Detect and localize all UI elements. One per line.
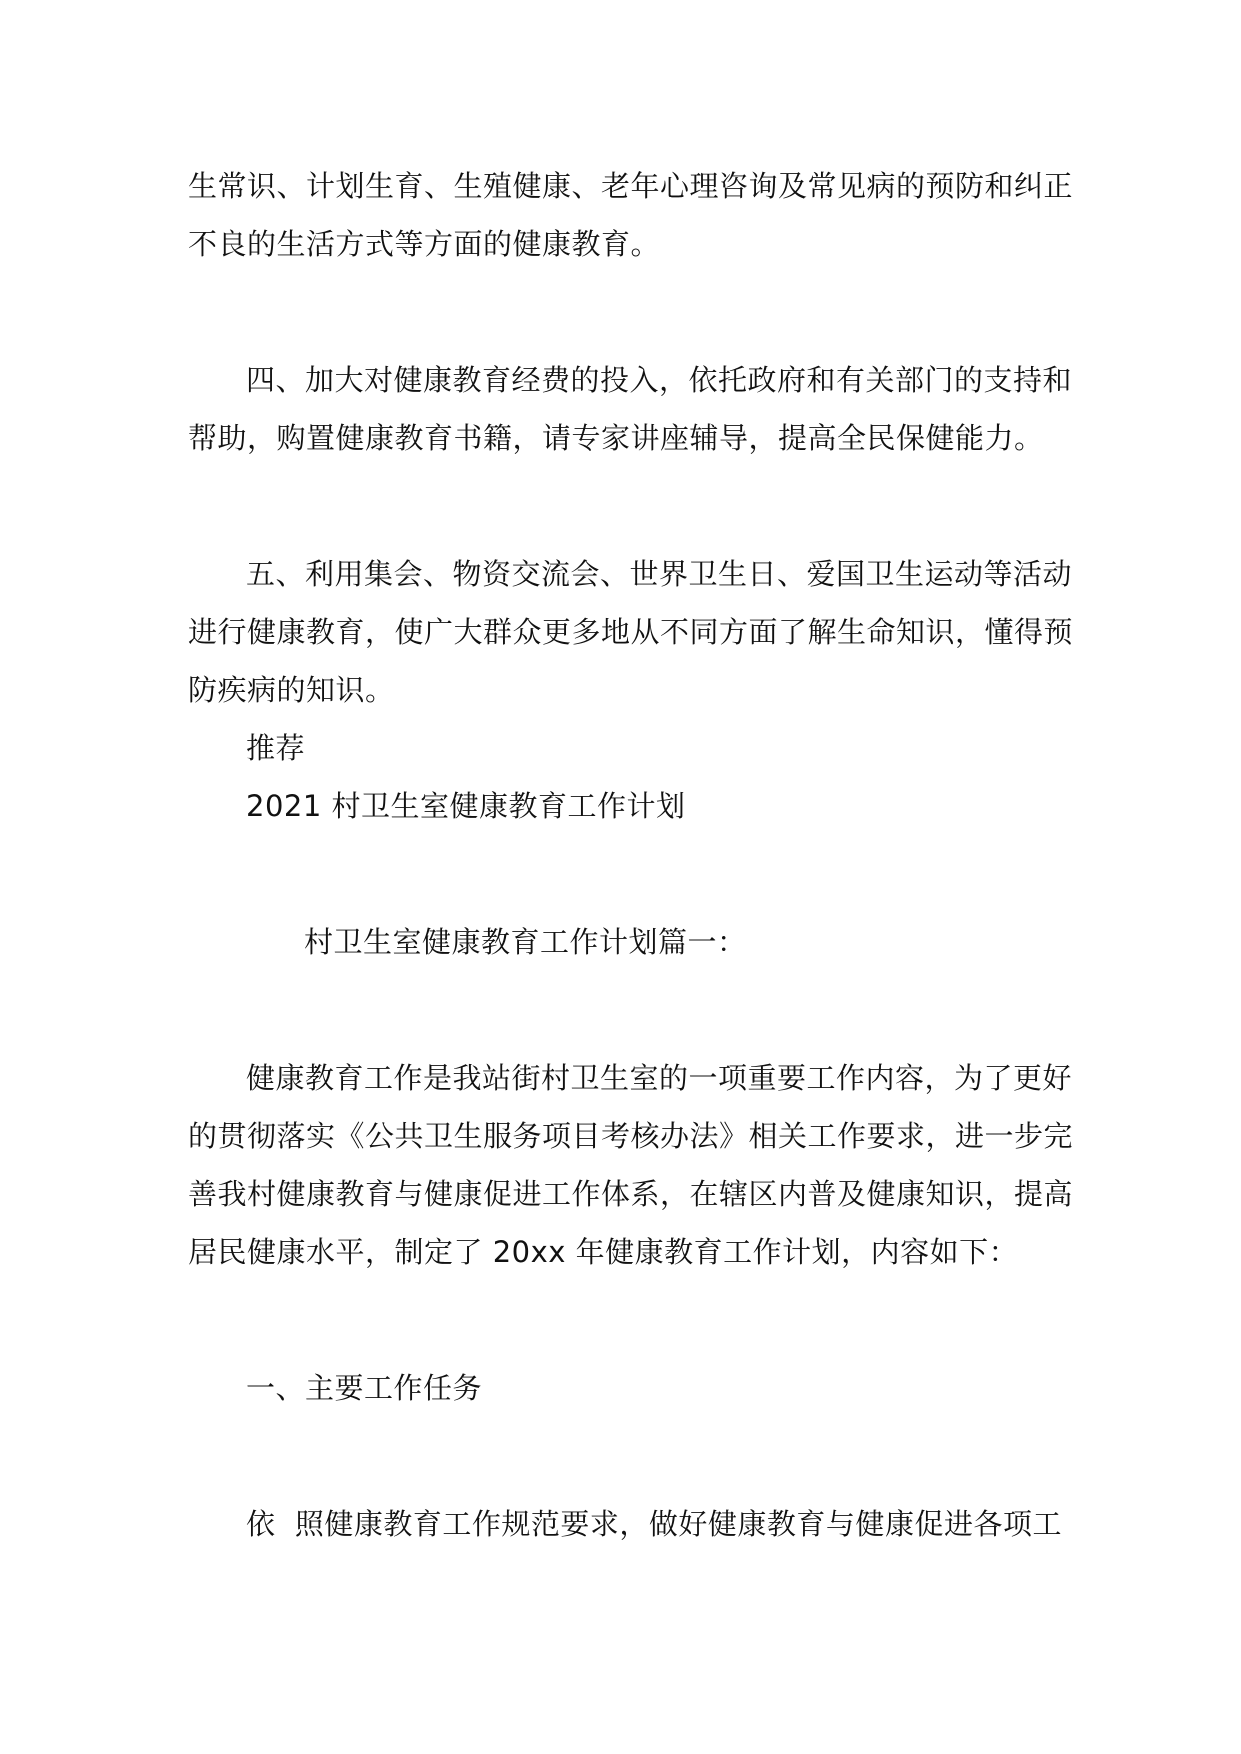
section-title: 村卫生室健康教育工作计划篇一： [304,925,747,959]
section-heading: 一、主要工作任务 [246,1371,483,1405]
paragraph-line: 健康教育工作是我站街村卫生室的一项重要工作内容，为了更好 [246,1061,1073,1095]
paragraph-line: 居民健康水平，制定了 20xx 年健康教育工作计划，内容如下： [188,1235,1019,1269]
paragraph-line: 依 照健康教育工作规范要求，做好健康教育与健康促进各项工 [246,1507,1062,1541]
recommend-title: 2021 村卫生室健康教育工作计划 [246,789,686,823]
paragraph-line: 的贯彻落实《公共卫生服务项目考核办法》相关工作要求，进一步完 [188,1119,1074,1153]
paragraph-line: 不良的生活方式等方面的健康教育。 [188,227,661,261]
paragraph-line: 帮助，购置健康教育书籍，请专家讲座辅导，提高全民保健能力。 [188,421,1044,455]
paragraph-line: 防疾病的知识。 [188,673,395,707]
paragraph-line: 四、加大对健康教育经费的投入，依托政府和有关部门的支持和 [246,363,1073,397]
paragraph-line: 进行健康教育，使广大群众更多地从不同方面了解生命知识，懂得预 [188,615,1074,649]
paragraph-line: 生常识、计划生育、生殖健康、老年心理咨询及常见病的预防和纠正 [188,169,1074,203]
recommend-label: 推荐 [246,731,306,765]
paragraph-line: 五、利用集会、物资交流会、世界卫生日、爱国卫生运动等活动 [246,557,1073,591]
paragraph-line: 善我村健康教育与健康促进工作体系，在辖区内普及健康知识，提高 [188,1177,1074,1211]
